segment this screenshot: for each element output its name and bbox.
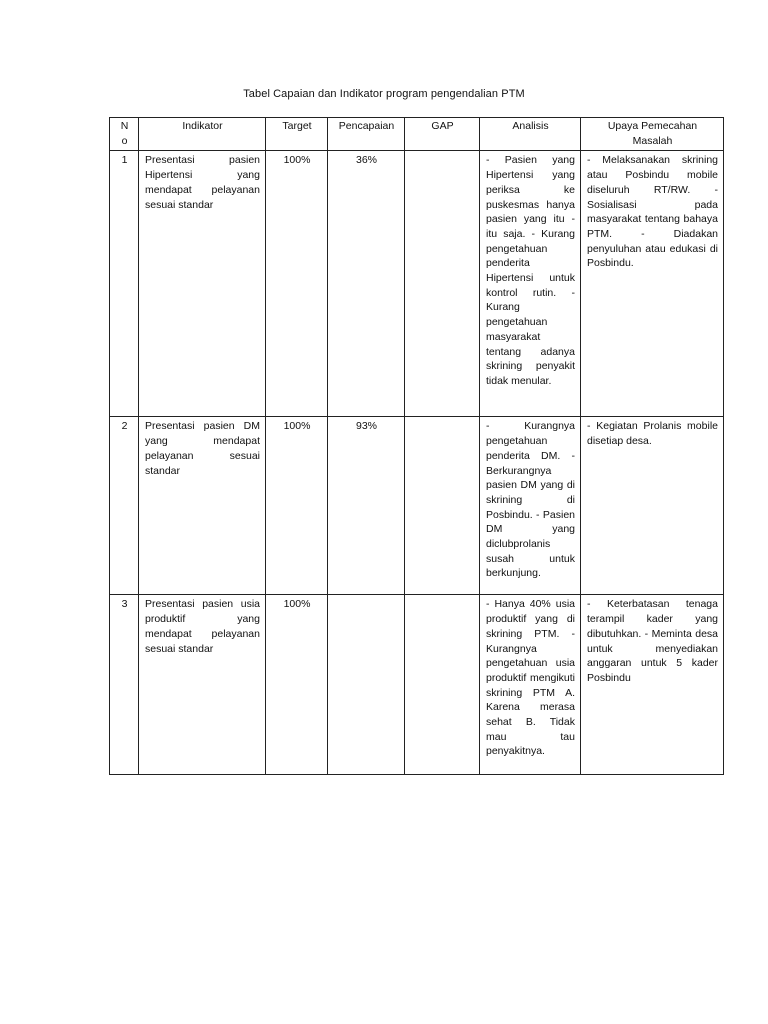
cell-indikator: Presentasi pasien DM yang mendapat pelayanan sesuai standar xyxy=(139,417,266,595)
cell-target: 100% xyxy=(266,595,328,775)
header-upaya: Upaya Pemecahan Masalah xyxy=(581,118,724,151)
cell-gap xyxy=(405,417,480,595)
cell-upaya: - Kegiatan Prolanis mobile disetiap desa. xyxy=(581,417,724,595)
cell-target: 100% xyxy=(266,417,328,595)
ptm-indicator-table xyxy=(109,117,724,775)
cell-target: 100% xyxy=(266,151,328,417)
header-analisis: Analisis xyxy=(480,118,581,151)
cell-pencapaian: 93% xyxy=(328,417,405,595)
cell-no: 3 xyxy=(110,595,139,775)
header-indikator: Indikator xyxy=(139,118,266,151)
cell-indikator: Presentasi pasien usia produktif yang mendapat pelayanan sesuai standar xyxy=(139,595,266,775)
header-target: Target xyxy=(266,118,328,151)
header-pencapaian: Pencapaian xyxy=(328,118,405,151)
document-title: Tabel Capaian dan Indikator program pengendalian PTM xyxy=(243,88,525,100)
cell-analisis: - Hanya 40% usia produktif yang di skrining PTM. - Kurangnya pengetahuan usia produktif mengikuti skrining PTM A. Karena merasa sehat B. Tidak mau tau penyakitnya. xyxy=(480,595,581,775)
cell-gap xyxy=(405,151,480,417)
header-gap: GAP xyxy=(405,118,480,151)
cell-gap xyxy=(405,595,480,775)
table-row xyxy=(110,151,724,417)
cell-pencapaian: 36% xyxy=(328,151,405,417)
cell-upaya: - Melaksanakan skrining atau Posbindu mobile diseluruh RT/RW. - Sosialisasi pada masyarakat tentang bahaya PTM. - Diadakan penyuluhan atau edukasi di Posbindu. xyxy=(581,151,724,417)
table-row xyxy=(110,417,724,595)
header-no: N o xyxy=(110,118,139,151)
cell-analisis: - Pasien yang Hipertensi yang periksa ke puskesmas hanya pasien yang itu - itu saja. - Kurang pengetahuan penderita Hipertensi untuk kontrol rutin. - Kurang pengetahuan masyarakat tentang adanya skrining penyakit tidak menular. xyxy=(480,151,581,417)
cell-pencapaian xyxy=(328,595,405,775)
cell-analisis: - Kurangnya pengetahuan penderita DM. - Berkurangnya pasien DM yang di skrining di Posbindu. - Pasien DM yang diclubprolanis susah untuk berkunjung. xyxy=(480,417,581,595)
header-row xyxy=(110,118,724,151)
cell-no: 1 xyxy=(110,151,139,417)
table-row xyxy=(110,595,724,775)
cell-upaya: - Keterbatasan tenaga terampil kader yang dibutuhkan. - Meminta desa untuk menyediakan anggaran untuk 5 kader Posbindu xyxy=(581,595,724,775)
cell-no: 2 xyxy=(110,417,139,595)
cell-indikator: Presentasi pasien Hipertensi yang mendapat pelayanan sesuai standar xyxy=(139,151,266,417)
